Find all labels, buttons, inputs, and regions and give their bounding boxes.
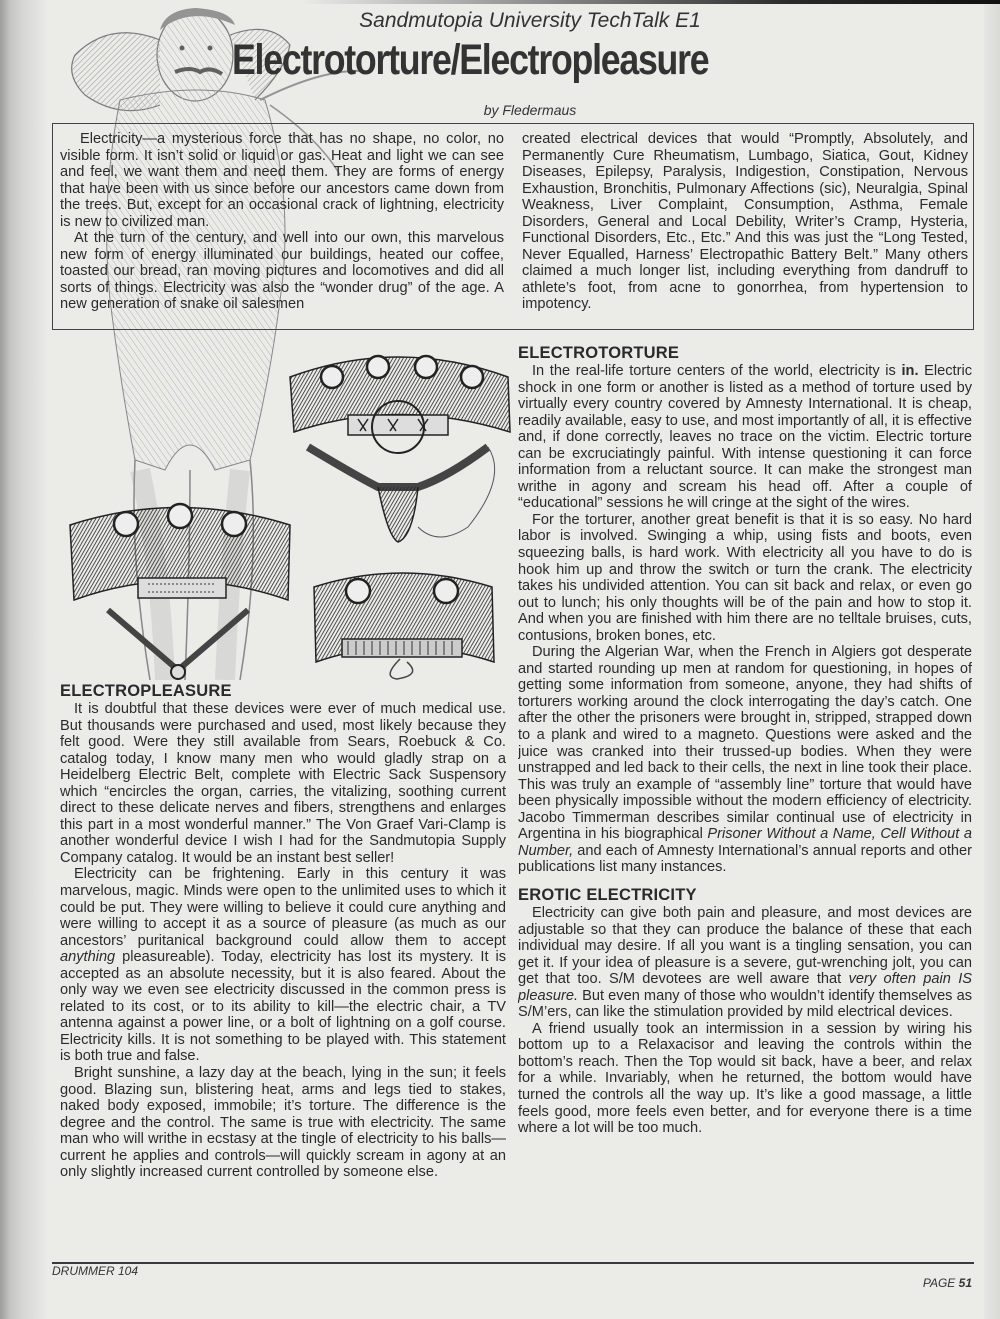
- emphasis-bold: in.: [901, 363, 919, 379]
- body-paragraph: [518, 905, 972, 1021]
- page-label: PAGE: [922, 1276, 956, 1290]
- publication-name: DRUMMER 104: [52, 1264, 139, 1278]
- top-edge-shadow: [300, 0, 1000, 4]
- belt-large: [290, 356, 510, 542]
- page-number-value: 51: [958, 1276, 972, 1290]
- body-paragraph: A friend usually took an intermission in a session by wiring his bottom up to a Relaxacisor and leaving the controls within the bottom’s reach. Then the Top would sit back, have a beer, and relax for a while. Invariably, when he returned, the bottom would have turned the controls all the way up. It’s like a good massage, a little feels good, more feels even better, and for everyone there is a time where a lot will be too much.: [518, 1020, 972, 1137]
- page-number: [900, 1276, 972, 1290]
- body-paragraph: [518, 363, 972, 512]
- right-column: [518, 344, 972, 1260]
- body-paragraph: [60, 866, 506, 1065]
- section-heading-electrotorture: ELECTROTORTURE: [518, 344, 680, 362]
- belt-medium: [70, 504, 290, 679]
- article-title: Electrotorture/Electropleasure: [232, 36, 709, 84]
- intro-paragraph: Electricity—a mysterious force that has no shape, no color, no visible form. It isn’t solid or liquid or gas. Heat and light we can see and feel, we want them and need them. They are forms of energy that have been with us since before our ancestors came down from the trees. But, except for an occasional crack of lightning, electricity is new to civilized man.: [60, 131, 504, 230]
- text-run: In the real-life torture centers of the world, electricity is: [532, 363, 902, 379]
- text-run: But even many of those who wouldn’t identify themselves as S/M’ers, can like the stimulation provided by mild electrical devices.: [518, 987, 972, 1021]
- text-run: Electricity can be frightening. Early in this century it was marvelous, magic. Minds were open to the unlimited uses to which it could be put. They were willing to believe it could cure anything and were willing to accept it as a source of pleasure (as much as our ancestors’ puritanical background could allow them to accept: [60, 866, 506, 949]
- section-heading-erotic-electricity: EROTIC ELECTRICITY: [518, 885, 697, 904]
- left-column: [60, 682, 506, 1258]
- intro-right-column: [522, 131, 968, 327]
- text-run: Electric shock in one form or another is listed as a method of torture used by virtually every country covered by Amnesty International. It is cheap, readily available, easy to use, and most importantly of all, it is effective and, if done correctly, leaves no trace on the victim. Electric torture can be excruciatingly painful. With intense questioning it can force information from a reluctant source. It can make the strongest man writhe in agony and scream his head off. After a couple of “educational” sessions he will cringe at the sight of the wires.: [518, 363, 972, 512]
- body-paragraph: It is doubtful that these devices were ever of much medical use. But thousands were purchased and used, most likely because they felt good. Were they still available from Sears, Roebuck & Co. catalog today, I know many men who would gladly strap on a Heidelberg Electric Belt, complete with Electric Sack Suspensory which “encircles the organ, carries, the vitalizing, soothing current direct to these delicate nerves and fibers, strengthens and enlarges this part in a most wonderful manner.” The Von Graef Vari-Clamp is another wonderful device I wish I had for the Sandmutopia Supply Company catalog. It would be an instant best seller!: [60, 701, 506, 866]
- illustration-electric-belts: [56, 335, 520, 680]
- footer-rule: [52, 1262, 974, 1264]
- section-heading-electropleasure: ELECTROPLEASURE: [60, 682, 232, 700]
- intro-paragraph: created electrical devices that would “Promptly, Absolutely, and Permanently Cure Rheumatism, Lumbago, Siatica, Gout, Kidney Diseases, Epilepsy, Paralysis, Indigestion, Constipation, Nervous Exhaustion, Bronchitis, Pulmonary Affections (sic), Neuralgia, Spinal Weakness, Liver Complaint, Consumption, Asthma, Female Disorders, General and Local Debility, Writer’s Cramp, Hysteria, Functional Disorders, Etc., Etc.” And this was just the “Long Tested, Never Equalled, Harness’ Electropathic Battery Belt.” Many others claimed a much longer list, including everything from dandruff to athlete’s foot, from acne to gonorrhea, from hypertension to impotency.: [522, 131, 968, 313]
- body-paragraph: For the torturer, another great benefit is that it is so easy. No hard labor is involved. Swinging a whip, using fists and boots, even squeezing balls, is hard work. With electricity all you have to do is hook him up and throw the switch or turn the crank. The electricity takes his undivided attention. You can sit back and relax, or even go out to lunch; his only thoughts will be of the pain and how to stop it. And when you are finished with him there are no telltale bruises, cuts, contusions, broken bones, etc.: [518, 511, 972, 644]
- page-edge-right: [984, 0, 1000, 1319]
- belt-small: [314, 573, 494, 679]
- body-paragraph: [518, 644, 972, 876]
- book-title: Prisoner Without a Name, Cell Without a Number,: [518, 826, 972, 859]
- emphasis-italic: very often pain IS pleasure.: [518, 971, 972, 1004]
- text-run: During the Algerian War, when the French in Algiers got desperate and started rounding up men at random for questioning, in hopes of getting some information from someone, anyone, they had shifts of torturers working around the clock interrogating the day’s catch. One after the other the prisoners were brought in, stripped, strapped down to a plank and wired to a magneto. Questions were asked and the juice was cranked into their trussed-up bodies. When they were unstrapped and led back to their cells, the next in line took their place. This was truly an example of “assembly line” torture that would have been physically impossible without the modern efficiency of electricity. Jacobo Timmerman describes similar continual use of electricity in Argentina in his biographical: [518, 644, 972, 843]
- text-run: and each of Amnesty International’s annual reports and other publications list many instances.: [518, 842, 972, 876]
- byline: by Fledermaus: [483, 102, 577, 118]
- body-paragraph: Bright sunshine, a lazy day at the beach, lying in the sun; it feels good. Blazing sun, blistering heat, arms and legs tied to stakes, naked body exposed, immobile; it’s torture. The difference is the degree and the control. The same is true with electricity. The same man who will writhe in ecstasy at the tingle of electricity to his balls—current he applies and controls—will quickly scream in agony at an only slightly increased current controlled by someone else.: [60, 1065, 506, 1181]
- intro-paragraph: At the turn of the century, and well into our own, this marvelous new form of energy illuminated our buildings, heated our coffee, toasted our bread, ran moving pictures and locomotives and did all sorts of things. Electricity was also the “wonder drug” of the age. A new generation of snake oil salesmen: [60, 230, 504, 313]
- intro-left-column: [60, 131, 504, 327]
- text-run: pleasureable). Today, electricity has lost its mystery. It is accepted as an absolute necessity, but it is also feared. About the only way we even see electricity discussed in the common press is related to its cost, or to its ability to kill—the electric chair, a TV antenna against a power line, or a bolt of lightning on a golf course. Electricity kills. It is not something to be played with. This statement is both true and false.: [60, 949, 506, 1065]
- emphasis-italic: anything: [60, 949, 116, 966]
- series-subtitle: Sandmutopia University TechTalk E1: [359, 9, 701, 32]
- text-run: Electricity can give both pain and pleasure, and most devices are adjustable so that they can produce the balance of these that each individual may desire. If all you want is a tingling sensation, you can get it. If your idea of pleasure is a severe, gut-wrenching jolt, you can get that too. S/M devotees are well aware that: [518, 904, 972, 988]
